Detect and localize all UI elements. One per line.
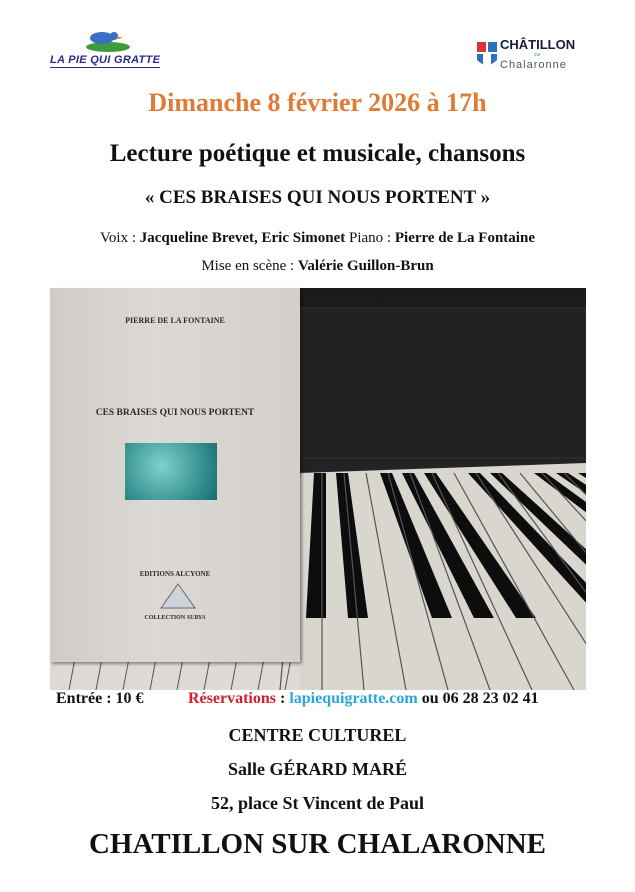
event-title: Lecture poétique et musicale, chansons <box>109 140 526 167</box>
venue: CENTRE CULTUREL <box>228 725 407 745</box>
logo-text: LA PIE QUI GRATTE <box>50 54 161 66</box>
book-publisher: EDITIONS ALCYONE <box>139 570 211 578</box>
credits-line <box>0 230 635 247</box>
entree-price: Entrée : 10 € <box>56 690 144 707</box>
book-collection <box>50 615 300 621</box>
book-author: PIERRE DE LA FONTAINE <box>125 316 225 325</box>
piano-label: Piano : <box>345 230 395 246</box>
voix-label: Voix : <box>100 230 140 246</box>
magpie-icon <box>78 28 138 52</box>
mise-en-scene-line <box>0 258 635 275</box>
colon: : <box>275 690 290 707</box>
chatillon-logo <box>477 38 587 74</box>
reservations-label: Réservations <box>188 690 276 707</box>
logo-sur: sur <box>534 52 541 58</box>
book-cover-image <box>125 443 217 500</box>
event-subtitle: « CES BRAISES QUI NOUS PORTENT » <box>144 187 491 208</box>
address: 52, place St Vincent de Paul <box>210 793 424 813</box>
city: CHATILLON SUR CHALARONNE <box>88 828 547 860</box>
logo-chatillon: CHÂTILLON <box>500 37 576 52</box>
reservations-line <box>188 690 539 708</box>
la-pie-qui-gratte-logo <box>48 32 161 74</box>
phone-number: ou 06 28 23 02 41 <box>417 690 539 707</box>
collection-name: SURYA <box>186 615 206 621</box>
logo-chalaronne: Chalaronne <box>500 59 567 71</box>
voix-names: Jacqueline Brevet, Eric Simonet <box>139 230 346 246</box>
website-link[interactable]: lapiequigratte.com <box>289 690 418 707</box>
hall: Salle GÉRARD MARÉ <box>228 759 407 779</box>
collection-label: COLLECTION <box>144 615 187 621</box>
publisher-triangle-icon <box>160 583 196 609</box>
book-title: CES BRAISES QUI NOUS PORTENT <box>95 408 255 418</box>
piano-name: Pierre de La Fontaine <box>394 230 535 246</box>
mise-name: Valérie Guillon-Brun <box>297 258 434 274</box>
shield-icon <box>477 42 497 68</box>
mise-label: Mise en scène : <box>201 258 298 274</box>
book-cover <box>50 288 300 662</box>
event-date: Dimanche 8 février 2026 à 17h <box>148 88 487 117</box>
